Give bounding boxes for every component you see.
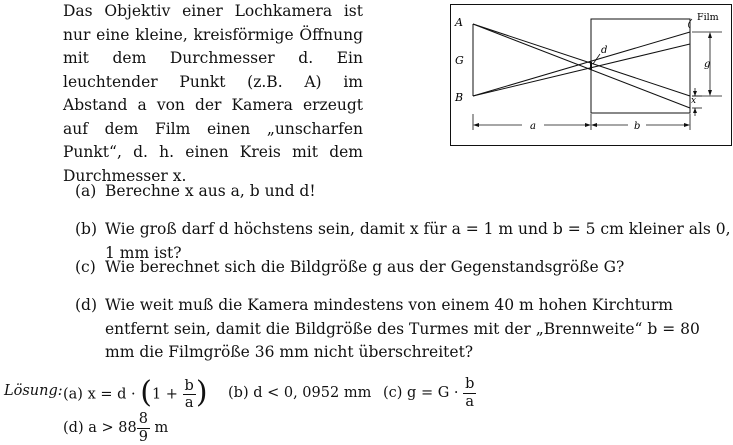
paren-open: ( [140,375,152,410]
label-g: g [704,59,711,70]
a-arrow-left [473,123,479,127]
question-text: Wie berechnet sich die Bildgröße g aus der Gegenstandsgröße G? [105,258,625,276]
question-label: (d) [75,296,98,314]
solution-a-fraction [183,379,196,411]
label-a: a [530,121,536,132]
x-arrow-up [693,108,697,113]
label-B: B [455,91,464,104]
fraction-denominator: a [465,393,475,410]
solution-a-label: (a) [63,386,83,403]
label-A: A [455,16,463,29]
ray-a-2 [473,24,690,108]
solution-a-one-plus: 1 + [151,386,178,403]
camera-box [591,19,690,113]
solution-d-label: (d) [63,420,84,436]
fraction-numerator: b [184,377,194,394]
fraction-numerator: b [465,376,475,392]
solution-label: Lösung: [4,383,63,399]
label-x: x [691,96,697,106]
g-arrow-down [708,90,712,96]
intro-text: Das Objektiv einer Lochkamera ist nur eine kleine, kreisförmige Öffnung mit dem Durchmesser d. Ein leuchtender Punkt (z.B. A) im Abstand a von der Kamera erzeugt auf dem Film einen „unscharfen Punkt“, d. h. einen Kreis mit dem Durchmesser x. [63,2,363,185]
solution-c-label: (c) [383,385,403,401]
fraction-denominator: 9 [138,428,148,445]
label-d: d [601,45,608,56]
ray-a-1 [473,24,690,96]
pinhole-camera-figure [450,4,732,146]
label-b: b [634,121,641,132]
question-label: (a) [75,182,97,200]
fraction-denominator: a [184,395,194,411]
solution-block [0,372,733,445]
solution-c [383,377,476,409]
solution-a [63,377,208,412]
solution-a-lhs: x = d · [87,386,136,403]
fraction-numerator: 8 [138,411,148,427]
g-arrow-up [708,32,712,38]
solution-c-lhs: g = G · [407,385,459,401]
question-label: (c) [75,258,96,276]
ray-b-2 [473,44,690,96]
solution-d-fraction [137,412,150,444]
paren-close: ) [195,375,208,410]
label-film: Film [697,12,719,23]
intro-paragraph [63,0,363,188]
figure-svg [450,4,732,146]
a-arrow-right [585,123,591,127]
solution-c-fraction [463,377,476,409]
label-G: G [455,54,464,67]
b-arrow-left [591,123,597,127]
question-text: Wie weit muß die Kamera mindestens von einem 40 m hohen Kirchturm entfernt sein, damit die Bildgröße des Turmes mit der „Brennweite“ b = 80 mm die Filmgröße 36 mm nicht überschreitet? [105,296,700,361]
solution-d-lhs: a > 88 [88,420,137,436]
b-arrow-right [684,123,690,127]
solution-b-text: d < 0, 0952 mm [253,385,372,401]
ray-b-1 [473,32,690,96]
question-text: Berechne x aus a, b und d! [105,182,316,200]
question-label: (b) [75,220,98,238]
question-text: Wie groß darf d höchstens sein, damit x für a = 1 m und b = 5 cm kleiner als 0, 1 mm ist? [105,220,731,262]
solution-d [63,412,168,444]
solution-b [228,385,371,401]
solution-b-label: (b) [228,385,249,401]
solution-d-unit: m [154,420,169,436]
